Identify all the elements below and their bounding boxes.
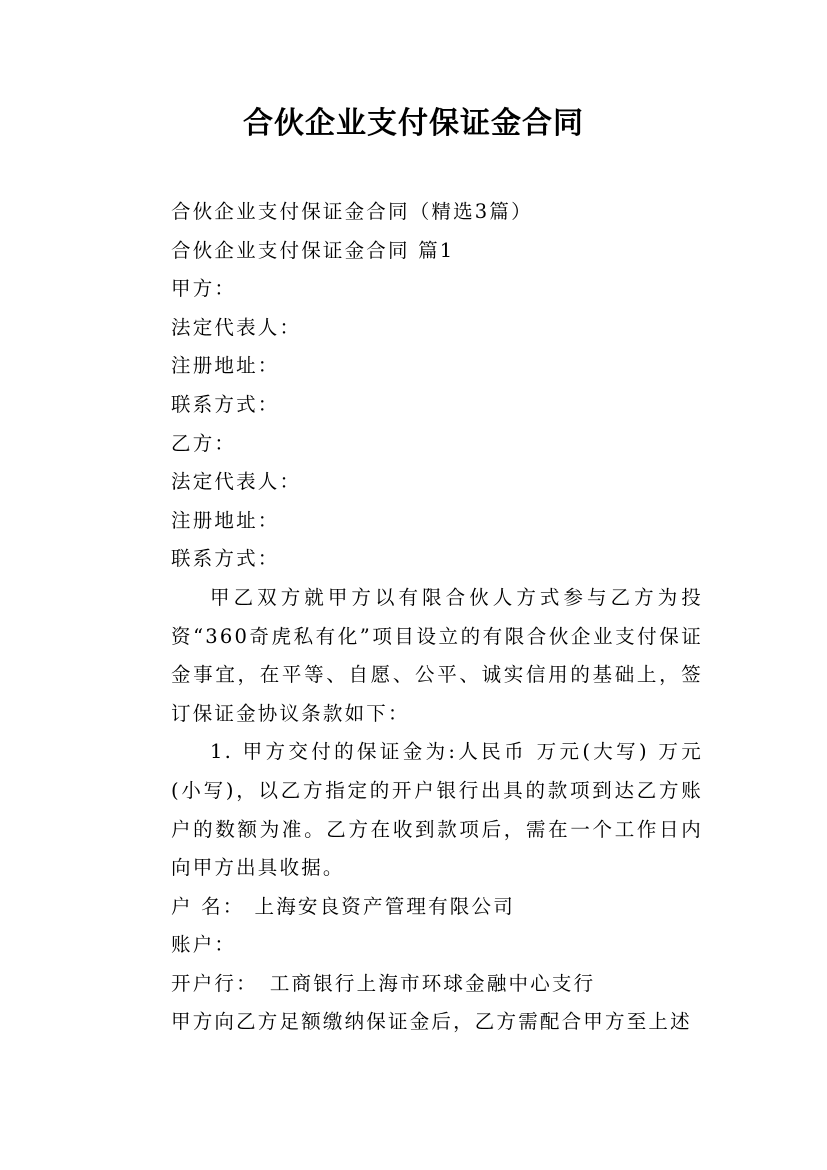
account-name-row <box>171 888 703 927</box>
document-title: 合伙企业支付保证金合同 <box>243 106 584 141</box>
account-name-value: 上海安良资产管理有限公司 <box>254 894 515 918</box>
party-a-label: 甲方： <box>171 277 237 301</box>
heading-part: 合伙企业支付保证金合同 篇1 <box>171 238 455 262</box>
party-a-address-label: 注册地址： <box>171 354 280 378</box>
account-number-label: 账户： <box>171 933 237 957</box>
party-a-rep-label: 法定代表人： <box>171 315 302 339</box>
account-bank-label: 开户行： <box>171 971 258 995</box>
account-name-label: 户 名： <box>171 894 245 918</box>
party-b-label: 乙方： <box>171 431 237 455</box>
account-bank-value: 工商银行上海市环球金融中心支行 <box>269 971 596 995</box>
account-bank-row <box>171 965 703 1004</box>
document-body <box>171 193 703 1042</box>
preamble-paragraph: 甲乙双方就甲方以有限合伙人方式参与乙方为投资“360奇虎私有化”项目设立的有限合伙企业支付保证金事宜，在平等、自愿、公平、诚实信用的基础上，签订保证金协议条款如下： <box>171 585 703 725</box>
clause-1-paragraph: 1. 甲方交付的保证金为:人民币 万元(大写) 万元(小写)，以乙方指定的开户银行出具的款项到达乙方账户的数额为准。乙方在收到款项后，需在一个工作日内向甲方出具收据。 <box>171 740 703 880</box>
party-b-address-label: 注册地址： <box>171 508 280 532</box>
trailing-line: 甲方向乙方足额缴纳保证金后，乙方需配合甲方至上述 <box>171 1010 692 1034</box>
party-b-contact-label: 联系方式： <box>171 547 280 571</box>
heading-selection: 合伙企业支付保证金合同（精选3篇） <box>171 200 533 223</box>
party-b-rep-label: 法定代表人： <box>171 470 302 494</box>
party-a-contact-label: 联系方式： <box>171 392 280 416</box>
